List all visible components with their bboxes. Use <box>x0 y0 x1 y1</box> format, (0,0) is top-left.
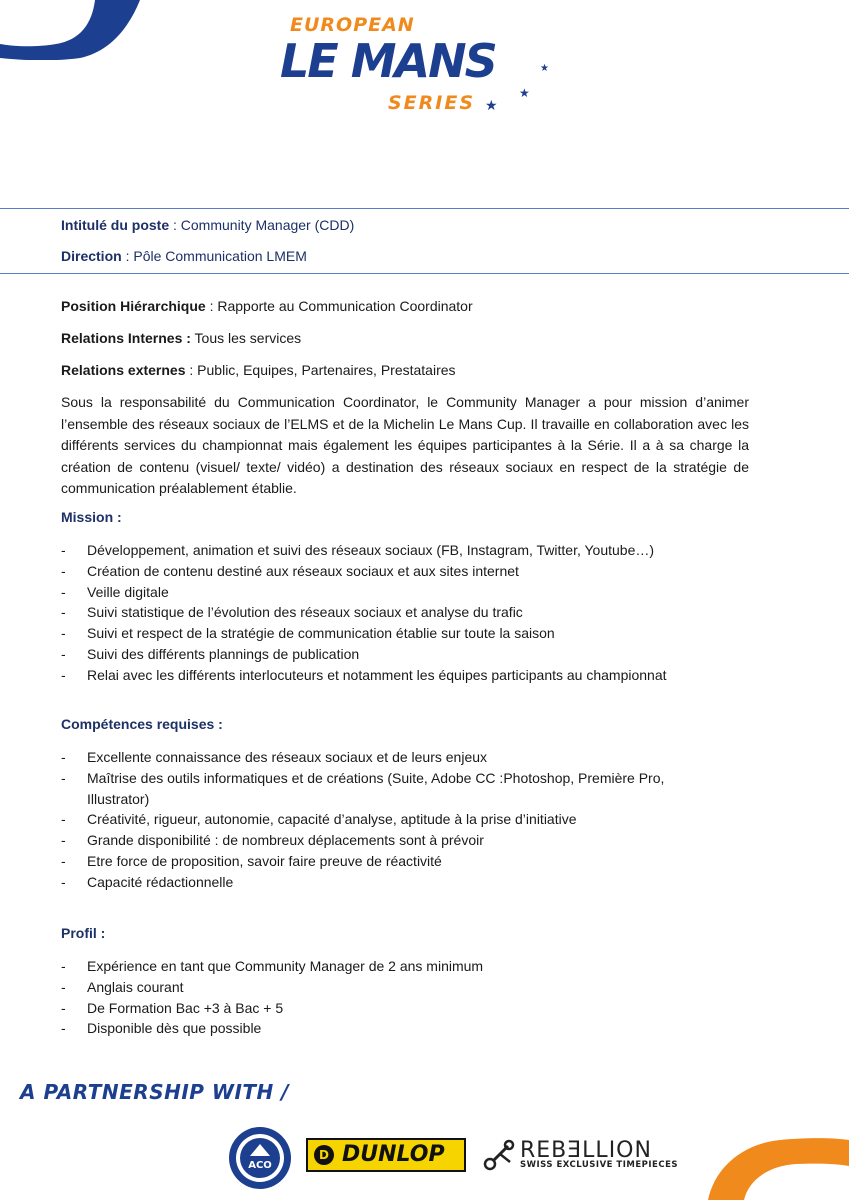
dunlop-text: DUNLOP <box>342 1142 445 1167</box>
aco-text: ACO <box>248 1160 272 1171</box>
position-label: Position Hiérarchique <box>61 298 206 314</box>
list-item: - Suivi et respect de la stratégie de communication établie sur toute la saison <box>61 623 761 644</box>
job-title-line <box>61 215 354 236</box>
competences-list <box>61 747 701 893</box>
internal-relations-line <box>61 328 301 349</box>
list-item: - Disponible dès que possible <box>61 1018 761 1039</box>
list-item: - Etre force de proposition, savoir faire preuve de réactivité <box>61 851 701 872</box>
internal-relations-value: Tous les services <box>190 330 302 346</box>
header-rule-bottom <box>0 273 849 274</box>
job-title-value: : Community Manager (CDD) <box>169 217 355 233</box>
list-item: - De Formation Bac +3 à Bac + 5 <box>61 998 761 1019</box>
bottom-right-swoosh <box>700 1130 849 1200</box>
intro-paragraph: Sous la responsabilité du Communication Coordinator, le Community Manager a pour mission d’animer l’ensemble des réseaux sociaux de l’ELMS et de la Michelin Le Mans Cup. Il travaille en collaboration avec les différents services du championnat mais également les équipes participantes à la Série. Il a à sa charge la création de contenu (visuel/ texte/ vidéo) a destination des réseaux sociaux en respect de la stratégie de communication préalablement établie. <box>61 394 749 496</box>
star-icon: ★ <box>540 63 549 74</box>
internal-relations-label: Relations Internes : <box>61 330 191 346</box>
rebellion-text: REBƎLLION <box>520 1138 652 1163</box>
aco-badge-icon <box>228 1126 292 1190</box>
top-left-swoosh <box>0 0 150 60</box>
position-line <box>61 296 473 317</box>
position-value: : Rapporte au Communication Coordinator <box>205 298 473 314</box>
header-rule-top <box>0 208 849 209</box>
direction-label: Direction <box>61 248 122 264</box>
list-item: - Anglais courant <box>61 977 761 998</box>
direction-value: : Pôle Communication LMEM <box>121 248 307 264</box>
mission-title: Mission : <box>61 509 122 525</box>
logo-series-text: SERIES <box>388 92 476 114</box>
rebellion-emblem-icon <box>482 1138 516 1172</box>
list-item: - Suivi statistique de l’évolution des réseaux sociaux et analyse du trafic <box>61 602 761 623</box>
list-item: - Développement, animation et suivi des réseaux sociaux (FB, Instagram, Twitter, Youtube…) <box>61 540 761 561</box>
direction-line <box>61 246 307 267</box>
job-title-label: Intitulé du poste <box>61 217 170 233</box>
dunlop-logo <box>306 1138 466 1172</box>
partnership-heading: A PARTNERSHIP WITH / <box>20 1080 290 1104</box>
list-item: - Maîtrise des outils informatiques et de créations (Suite, Adobe CC :Photoshop, Première Pro, Illustrator) <box>61 768 701 810</box>
profil-list <box>61 956 761 1039</box>
external-relations-label: Relations externes <box>61 362 186 378</box>
star-icon: ★ <box>485 97 498 113</box>
list-item: - Relai avec les différents interlocuteurs et notamment les équipes participants au championnat <box>61 665 761 686</box>
aco-logo <box>228 1126 292 1190</box>
list-item: - Création de contenu destiné aux réseaux sociaux et aux sites internet <box>61 561 761 582</box>
list-item: - Veille digitale <box>61 582 761 603</box>
list-item: - Grande disponibilité : de nombreux déplacements sont à prévoir <box>61 830 701 851</box>
external-relations-value: : Public, Equipes, Partenaires, Prestataires <box>185 362 456 378</box>
mission-list <box>61 540 761 686</box>
list-item: - Capacité rédactionnelle <box>61 872 701 893</box>
logo-lemans-text: LE MANS <box>280 34 496 88</box>
logo-european-text: EUROPEAN <box>290 14 415 36</box>
dunlop-badge-icon: D <box>314 1145 334 1165</box>
list-item: - Créativité, rigueur, autonomie, capacité d’analyse, aptitude à la prise d’initiative <box>61 809 701 830</box>
competences-title: Compétences requises : <box>61 716 223 732</box>
external-relations-line <box>61 360 456 381</box>
list-item: - Expérience en tant que Community Manager de 2 ans minimum <box>61 956 761 977</box>
list-item: - Suivi des différents plannings de publication <box>61 644 761 665</box>
list-item: - Excellente connaissance des réseaux sociaux et de leurs enjeux <box>61 747 701 768</box>
rebellion-tagline: SWISS EXCLUSIVE TIMEPIECES <box>520 1160 679 1170</box>
star-icon: ★ <box>519 86 530 100</box>
profil-title: Profil : <box>61 925 106 941</box>
